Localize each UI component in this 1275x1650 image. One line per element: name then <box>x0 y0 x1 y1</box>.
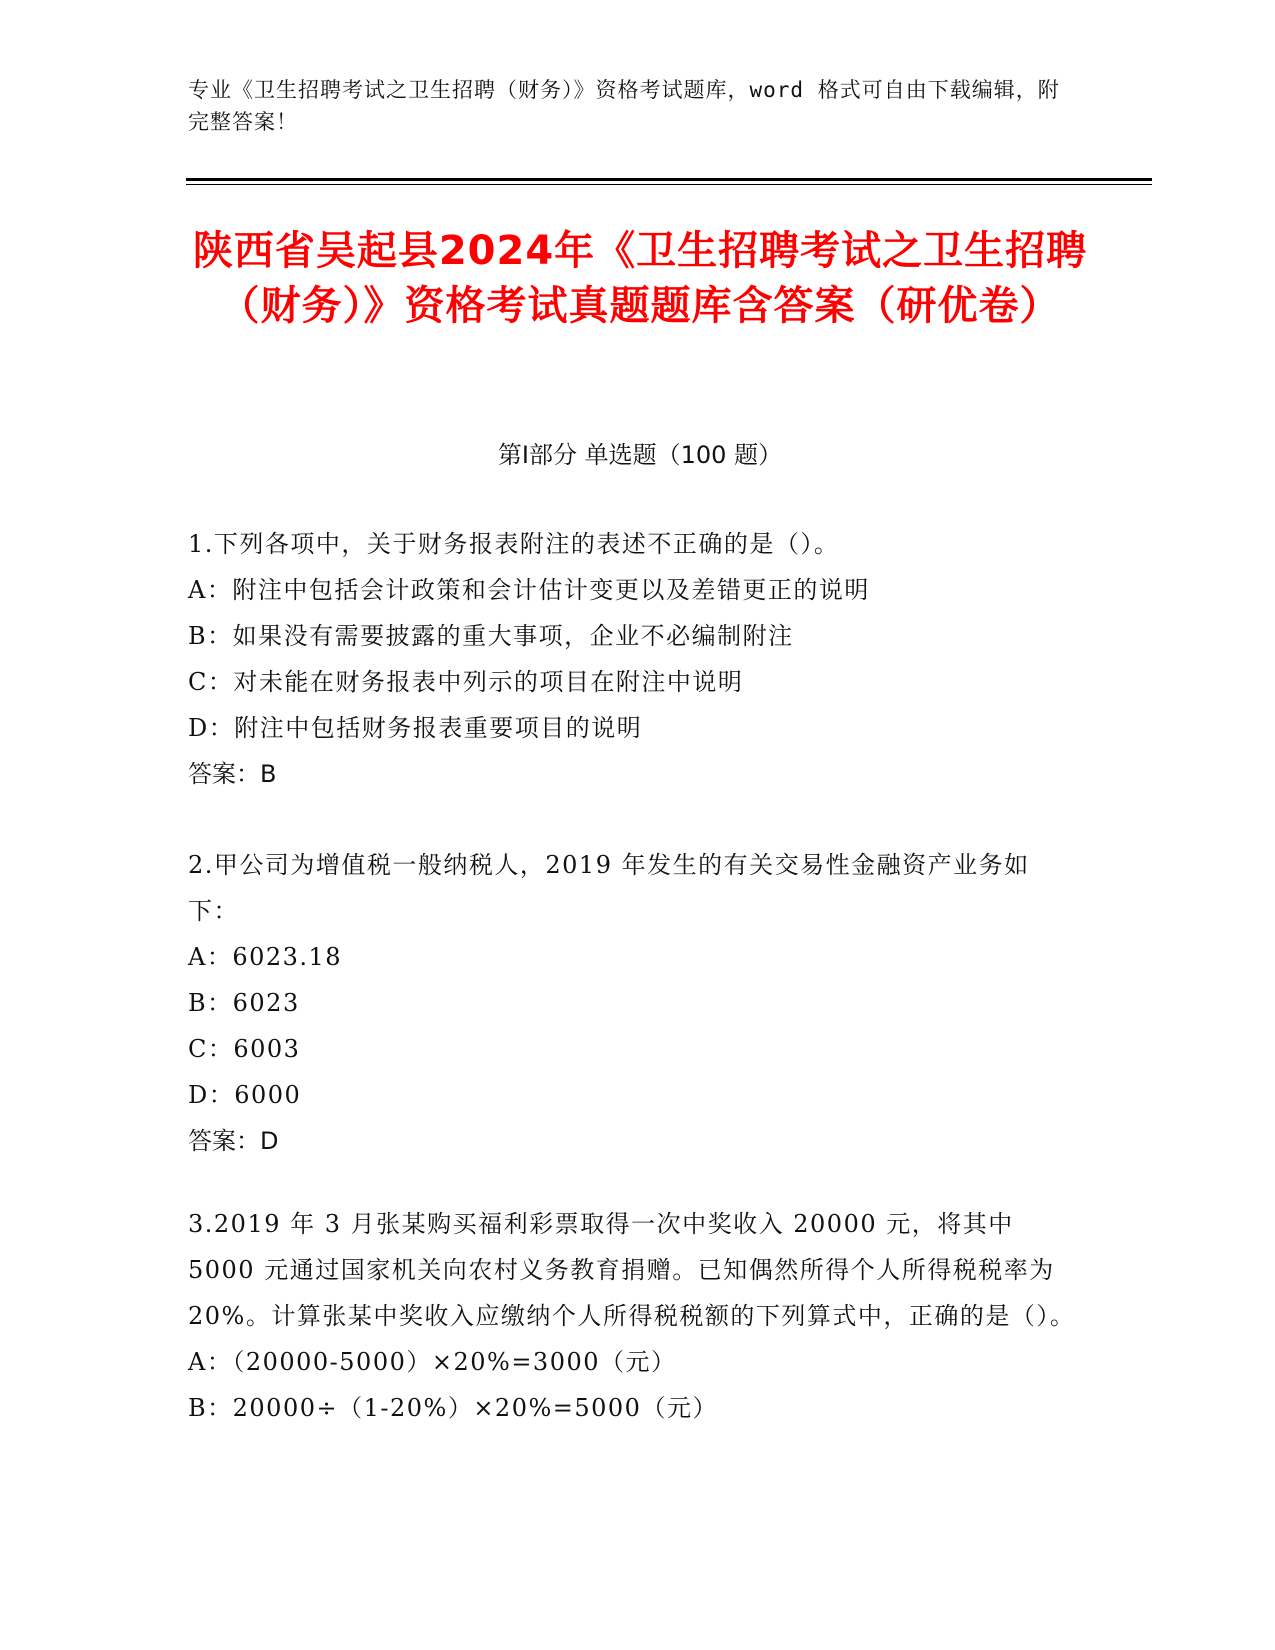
question-stem: 2.甲公司为增值税一般纳税人，2019 年发生的有关交易性金融资产业务如下： <box>188 851 1030 925</box>
option-a: A：（20000-5000）×20%=3000（元） <box>188 1348 677 1376</box>
option-d: D：6000 <box>188 1081 302 1109</box>
option-c: C：对未能在财务报表中列示的项目在附注中说明 <box>188 668 744 696</box>
header-divider-thin <box>186 184 1152 185</box>
option-a: A：6023.18 <box>188 943 343 971</box>
option-d: D：附注中包括财务报表重要项目的说明 <box>188 714 643 742</box>
option-c: C：6003 <box>188 1035 301 1063</box>
question-1 <box>188 521 1078 797</box>
answer: 答案：D <box>188 1127 279 1155</box>
header-note: 专业《卫生招聘考试之卫生招聘（财务）》资格考试题库，word 格式可自由下载编辑，附完整答案！ <box>188 78 1060 134</box>
question-2 <box>188 842 1078 1164</box>
document-title: 陕西省吴起县2024年《卫生招聘考试之卫生招聘（财务）》资格考试真题题库含答案（研优卷） <box>192 228 1088 329</box>
question-stem: 3.2019 年 3 月张某购买福利彩票取得一次中奖收入 20000 元，将其中 5000 元通过国家机关向农村义务教育捐赠。已知偶然所得个人所得税税率为 20%。计算张某中奖收入应缴纳个人所得税税额的下列算式中，正确的是（）。 <box>188 1210 1076 1330</box>
option-b: B：如果没有需要披露的重大事项，企业不必编制附注 <box>188 622 794 650</box>
option-b: B：20000÷（1-20%）×20%=5000（元） <box>188 1394 718 1422</box>
question-3 <box>188 1201 1078 1431</box>
header-divider-thick <box>186 178 1152 181</box>
question-stem: 1.下列各项中，关于财务报表附注的表述不正确的是（）。 <box>188 530 840 558</box>
option-b: B：6023 <box>188 989 300 1017</box>
option-a: A：附注中包括会计政策和会计估计变更以及差错更正的说明 <box>188 576 870 604</box>
section-heading: 第Ⅰ部分 单选题（100 题） <box>497 441 783 469</box>
answer: 答案：B <box>188 760 277 788</box>
